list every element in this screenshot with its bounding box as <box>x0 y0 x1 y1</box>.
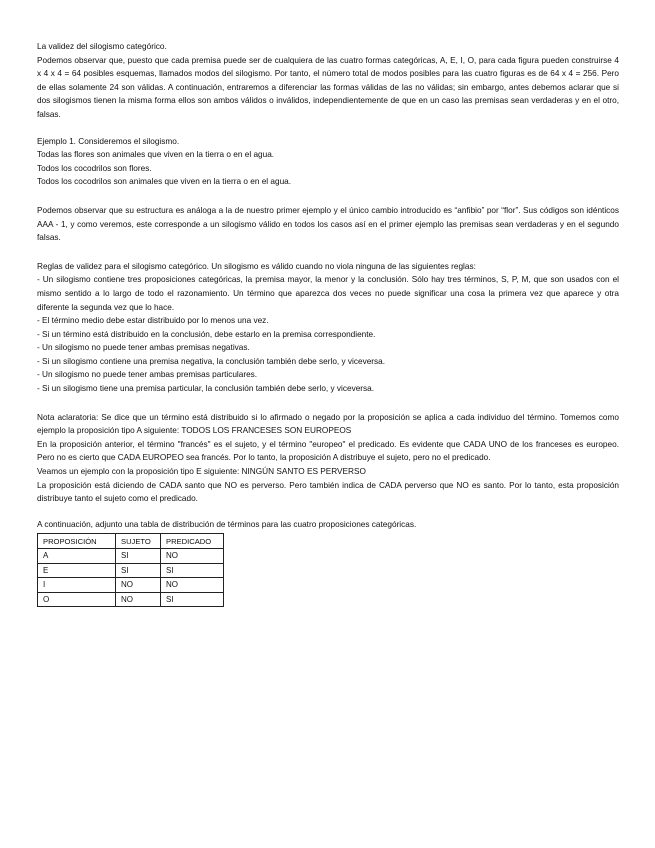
intro-paragraph: Podemos observar que, puesto que cada premisa puede ser de cualquiera de las cuatro formas categóricas, A, E, I, O, para cada figura pueden construirse 4 x 4 x 4 = 64 posibles esquemas, llamados modos del silogismo. Por tanto, el número total de modos posibles para las cuatro figuras es de 64 x 4 = 256. Pero de ellas solamente 24 son válidas. A continuación, entraremos a diferenciar las formas válidas de las no válidas; sin embargo, antes debemos aclarar que si dos silogismos tienen la misma forma ellos son ambos válidos o inválidos, independientemente de que en un caso las premisas sean verdaderas y en el otro, falsas. <box>37 55 619 119</box>
rule-item: - Si un silogismo tiene una premisa particular, la conclusión también debe serlo, y viceversa. <box>37 384 375 394</box>
distribution-table <box>37 533 224 607</box>
note-paragraph: La proposición está diciendo de CADA santo que NO es perverso. Pero también indica de CADA perverso que NO es santo. Por lo tanto, esta proposición distribuye tanto el sujeto como el predicado. <box>37 480 619 504</box>
note-paragraph: En la proposición anterior, el término "francés" es el sujeto, y el término "europeo" el predicado. Es evidente que CADA UNO de los franceses es europeo. Pero no es cierto que CADA EUROPEO sea francés. Por lo tanto, la proposición A distribuye el sujeto, pero no el predicado. <box>37 439 619 463</box>
example-line: Todos los cocodrilos son flores. <box>37 163 152 173</box>
doc-title: La validez del silogismo categórico. <box>37 42 167 51</box>
rule-item: - Un silogismo contiene tres proposiciones categóricas, la premisa mayor, la menor y la conclusión. Sólo hay tres términos, S, P, M, que son usados con el mismo sentido a lo largo de todo el razonamiento. Un término que aparezca dos veces no puede significar una cosa la primera vez que aparece y otra diferente la segunda vez que lo hace. <box>37 275 619 312</box>
rule-item: - El término medio debe estar distribuido por lo menos una vez. <box>37 316 269 326</box>
table-cell: SI <box>116 549 161 564</box>
table-cell: I <box>38 578 116 593</box>
table-cell: E <box>38 563 116 578</box>
rule-item: - Un silogismo no puede tener ambas premisas particulares. <box>37 370 258 380</box>
header-sujeto: SUJETO <box>116 534 161 549</box>
table-cell: A <box>38 549 116 564</box>
table-row <box>38 563 224 578</box>
table-header-row <box>38 534 224 549</box>
header-predicado: PREDICADO <box>161 534 224 549</box>
note-paragraph: Nota aclaratoria: Se dice que un término está distribuido si lo afirmado o negado por la proposición se aplica a cada individuo del término. Tomemos como ejemplo la proposición tipo A siguiente: TODOS LOS FRANCESES SON EUROPEOS <box>37 412 619 436</box>
table-cell: SI <box>116 563 161 578</box>
rule-item: - Si un término está distribuido en la conclusión, debe estarlo en la premisa correspondiente. <box>37 329 376 339</box>
rule-item: - Un silogismo no puede tener ambas premisas negativas. <box>37 343 250 353</box>
table-cell: NO <box>161 578 224 593</box>
example-heading: Ejemplo 1. Consideremos el silogismo. <box>37 136 180 146</box>
table-cell: SI <box>161 592 224 607</box>
table-row <box>38 549 224 564</box>
table-row <box>38 592 224 607</box>
example-line: Todos los cocodrilos son animales que viven en la tierra o en el agua. <box>37 177 292 187</box>
table-row <box>38 578 224 593</box>
table-cell: O <box>38 592 116 607</box>
analysis-paragraph: Podemos observar que su estructura es análoga a la de nuestro primer ejemplo y el único cambio introducido es “anfibio” por “flor”. Sus códigos son idénticos AAA - 1, y como veremos, este corresponde a un silogismo válido en todos los casos así en el primer ejemplo las premisas sean verdaderas y en el segundo falsas. <box>37 205 619 243</box>
table-cell: SI <box>161 563 224 578</box>
rules-intro: Reglas de validez para el silogismo categórico. Un silogismo es válido cuando no viola ninguna de las siguientes reglas: <box>37 261 476 271</box>
table-cell: NO <box>161 549 224 564</box>
note-paragraph: Veamos un ejemplo con la proposición tipo E siguiente: NINGÚN SANTO ES PERVERSO <box>37 467 366 477</box>
example-line: Todas las flores son animales que viven en la tierra o en el agua. <box>37 150 275 160</box>
table-caption: A continuación, adjunto una tabla de distribución de términos para las cuatro proposiciones categóricas. <box>37 519 417 529</box>
rule-item: - Si un silogismo contiene una premisa negativa, la conclusión también debe serlo, y viceversa. <box>37 356 386 366</box>
table-cell: NO <box>116 592 161 607</box>
table-cell: NO <box>116 578 161 593</box>
header-proposicion: PROPOSICIÓN <box>38 534 116 549</box>
